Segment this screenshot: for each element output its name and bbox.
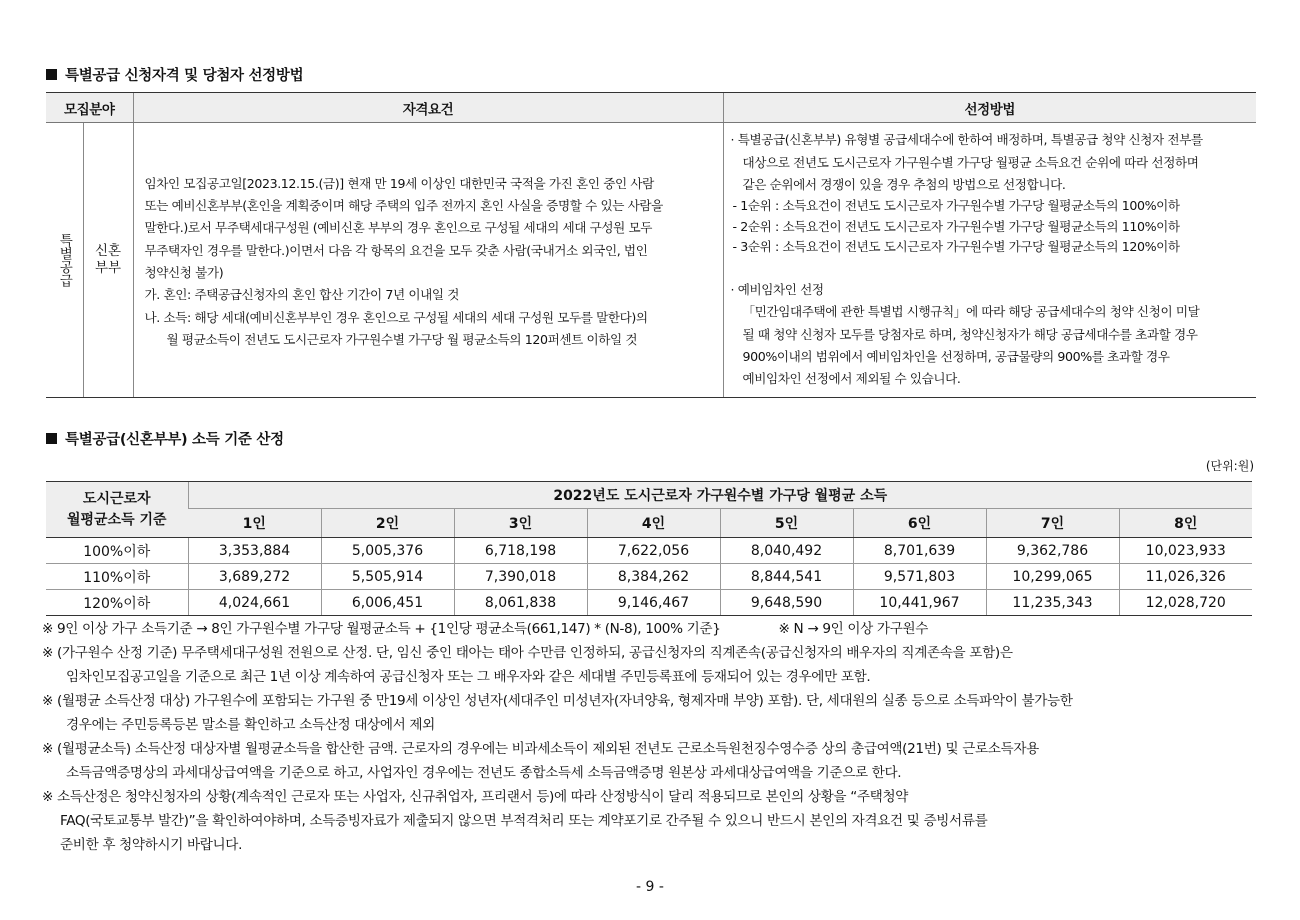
table-cell: 9,146,467 (587, 590, 720, 616)
selection-rank-line: - 1순위 : 소득요건이 전년도 도시근로자 가구원수별 가구당 월평균소득의 100%이하 (732, 198, 1180, 214)
selection-rank-line: - 3순위 : 소득요건이 전년도 도시근로자 가구원수별 가구당 월평균소득의 120%이하 (732, 238, 1180, 254)
column-header: 5인 (720, 509, 853, 538)
note-line (42, 617, 1272, 641)
table-cell: 11,026,326 (1119, 564, 1252, 590)
column-header: 8인 (1119, 509, 1252, 538)
table-cell: 9,362,786 (986, 538, 1119, 564)
qualification-cell (133, 123, 723, 398)
selection-line: 「민간임대주택에 관한 특별법 시행규칙」에 따라 해당 공급세대수의 청약 신청이 미달 (742, 304, 1200, 320)
eligibility-table (46, 92, 1256, 398)
column-header: 6인 (853, 509, 986, 538)
table-cell: 10,023,933 (1119, 538, 1252, 564)
selection-line: 예비임차인 선정에서 제외될 수 있습니다. (742, 371, 961, 387)
section-title-text: 특별공급(신혼부부) 소득 기준 산정 (65, 432, 284, 448)
square-bullet-icon (46, 433, 57, 444)
table-cell: 10,441,967 (853, 590, 986, 616)
note-line: 경우에는 주민등록등본 말소를 확인하고 소득산정 대상에서 제외 (66, 717, 435, 733)
page-number: - 9 - (636, 879, 664, 895)
row-label: 120%이하 (46, 590, 188, 616)
table-cell: 12,028,720 (1119, 590, 1252, 616)
header-qualification: 자격요건 (133, 93, 723, 123)
note-line: 소득금액증명상의 과세대상급여액을 기준으로 하고, 사업자인 경우에는 전년도 종합소득세 소득금액증명 원본상 과세대상급여액을 기준으로 한다. (66, 765, 902, 781)
qualification-line: 또는 예비신혼부부(혼인을 계획중이며 해당 주택의 입주 전까지 혼인 사실을 증명할 수 있는 사람을 (144, 198, 663, 214)
table-cell: 8,701,639 (853, 538, 986, 564)
table-cell: 8,384,262 (587, 564, 720, 590)
table-cell: 4,024,661 (188, 590, 321, 616)
square-bullet-icon (46, 69, 57, 80)
column-header: 1인 (188, 509, 321, 538)
column-header: 3인 (454, 509, 587, 538)
group-header: 2022년도 도시근로자 가구원수별 가구당 월평균 소득 (188, 482, 1252, 509)
column-header: 4인 (587, 509, 720, 538)
note-line: 준비한 후 청약하시기 바랍니다. (60, 837, 243, 853)
table-cell: 3,353,884 (188, 538, 321, 564)
column-header: 2인 (321, 509, 454, 538)
qualification-line: 가. 혼인: 주택공급신청자의 혼인 합산 기간이 7년 이내일 것 (144, 287, 459, 303)
table-row (46, 590, 1252, 616)
table-cell: 10,299,065 (986, 564, 1119, 590)
row-label: 110%이하 (46, 564, 188, 590)
selection-line: 900%이내의 범위에서 예비임차인을 선정하며, 공급물량의 900%를 초과할 경우 (742, 349, 1170, 365)
note-line: FAQ(국토교통부 발간)”을 확인하여야하며, 소득증빙자료가 제출되지 않으면 부적격처리 또는 계약포기로 간주될 수 있으니 반드시 본인의 자격요건 및 증빙서류를 (60, 813, 988, 829)
header-selection: 선정방법 (723, 93, 1256, 123)
table-cell: 5,505,914 (321, 564, 454, 590)
row-label: 100%이하 (46, 538, 188, 564)
table-cell: 6,006,451 (321, 590, 454, 616)
qualification-line: 청약신청 불가) (144, 265, 224, 280)
table-cell: 11,235,343 (986, 590, 1119, 616)
selection-line: 대상으로 전년도 도시근로자 가구원수별 가구당 월평균 소득요건 순위에 따라 선정하며 (742, 154, 1199, 170)
table-row (46, 538, 1252, 564)
selection-line: · 예비임차인 선정 (730, 282, 824, 298)
note-line: ※ (가구원수 산정 기준) 무주택세대구성원 전원으로 산정. 단, 임신 중인 태아는 태아 수만큼 인정하되, 공급신청자의 직계존속(공급신청자의 배우자의 직계존속을 포함)은 (42, 645, 1013, 661)
table-cell: 9,648,590 (720, 590, 853, 616)
subcategory-line1: 신혼 (94, 243, 122, 259)
note-line: ※ (월평균소득) 소득산정 대상자별 월평균소득을 합산한 금액. 근로자의 경우에는 비과세소득이 제외된 전년도 근로소득원천징수영수증 상의 총급여액(21번) 및 근로소득자용 (42, 741, 1039, 757)
table-cell: 8,061,838 (454, 590, 587, 616)
note-line: ※ (월평균 소득산정 대상) 가구원수에 포함되는 가구원 중 만19세 이상인 성년자(세대주인 미성년자(자녀양육, 형제자매 부양) 포함). 단, 세대원의 실종 등으로 소득파악이 불가능한 (42, 693, 1073, 709)
header-field: 모집분야 (46, 93, 133, 123)
table-cell: 7,390,018 (454, 564, 587, 590)
table-row (46, 123, 1256, 398)
table-cell: 5,005,376 (321, 538, 454, 564)
notes-block (42, 617, 1272, 857)
section-title-eligibility (46, 64, 303, 85)
table-cell: 6,718,198 (454, 538, 587, 564)
table-cell: 9,571,803 (853, 564, 986, 590)
qualification-line: 임차인 모집공고일[2023.12.15.(금)] 현재 만 19세 이상인 대한민국 국적을 가진 혼인 중인 사람 (144, 175, 654, 191)
corner-line2: 월평균소득 기준 (66, 511, 167, 528)
table-cell: 3,689,272 (188, 564, 321, 590)
income-table (46, 481, 1252, 616)
subcategory-line2: 부부 (94, 260, 122, 276)
table-cell: 8,040,492 (720, 538, 853, 564)
selection-line: 같은 순위에서 경쟁이 있을 경우 추첨의 방법으로 선정합니다. (742, 176, 1066, 192)
corner-line1: 도시근로자 (82, 490, 151, 507)
note-line: ※ 소득산정은 청약신청자의 상황(계속적인 근로자 또는 사업자, 신규취업자, 프리랜서 등)에 따라 산정방식이 달리 적용되므로 본인의 상황을 “주택청약 (42, 789, 909, 805)
table-cell: 8,844,541 (720, 564, 853, 590)
note-text: ※ N → 9인 이상 가구원수 (778, 621, 929, 637)
section-title-income (46, 428, 284, 449)
note-line: 임차인모집공고일을 기준으로 최근 1년 이상 계속하여 공급신청자 또는 그 배우자와 같은 세대별 주민등록표에 등재되어 있는 경우에만 포함. (66, 669, 871, 685)
qualification-line: 나. 소득: 해당 세대(예비신혼부부인 경우 혼인으로 구성될 세대의 세대 구성원 모두를 말한다)의 (144, 309, 648, 325)
selection-cell (723, 123, 1256, 398)
note-text: ※ 9인 이상 가구 소득기준 → 8인 가구원수별 가구당 월평균소득 + {1인당 평균소득(661,147) * (N-8), 100% 기준} (42, 621, 721, 637)
qualification-line: 말한다.)로서 무주택세대구성원 (예비신혼 부부의 경우 혼인으로 구성될 세대의 세대 구성원 모두 (144, 220, 653, 236)
qualification-line: 월 평균소득이 전년도 도시근로자 가구원수별 가구당 월 평균소득의 120퍼센트 이하일 것 (166, 331, 638, 347)
section-title-text: 특별공급 신청자격 및 당첨자 선정방법 (65, 68, 304, 84)
category-cell (46, 123, 83, 398)
table-cell: 7,622,056 (587, 538, 720, 564)
selection-line: · 특별공급(신혼부부) 유형별 공급세대수에 한하여 배정하며, 특별공급 청약 신청자 전부를 (730, 132, 1203, 148)
qualification-line: 무주택자인 경우를 말한다.)이면서 다음 각 항목의 요건을 모두 갖춘 사람(국내거소 외국인, 법인 (144, 242, 648, 258)
corner-header (46, 482, 188, 538)
selection-rank-line: - 2순위 : 소득요건이 전년도 도시근로자 가구원수별 가구당 월평균소득의 110%이하 (732, 218, 1180, 234)
subcategory-cell (83, 123, 133, 398)
table-header-row (46, 509, 1252, 538)
table-header-row (46, 482, 1252, 509)
table-row (46, 564, 1252, 590)
category-label: 특별공급 (56, 233, 73, 287)
unit-label: (단위:원) (1205, 459, 1254, 473)
column-header: 7인 (986, 509, 1119, 538)
table-header-row (46, 93, 1256, 123)
selection-line: 될 때 청약 신청자 모두를 당첨자로 하며, 청약신청자가 해당 공급세대수를 초과할 경우 (742, 326, 1198, 342)
